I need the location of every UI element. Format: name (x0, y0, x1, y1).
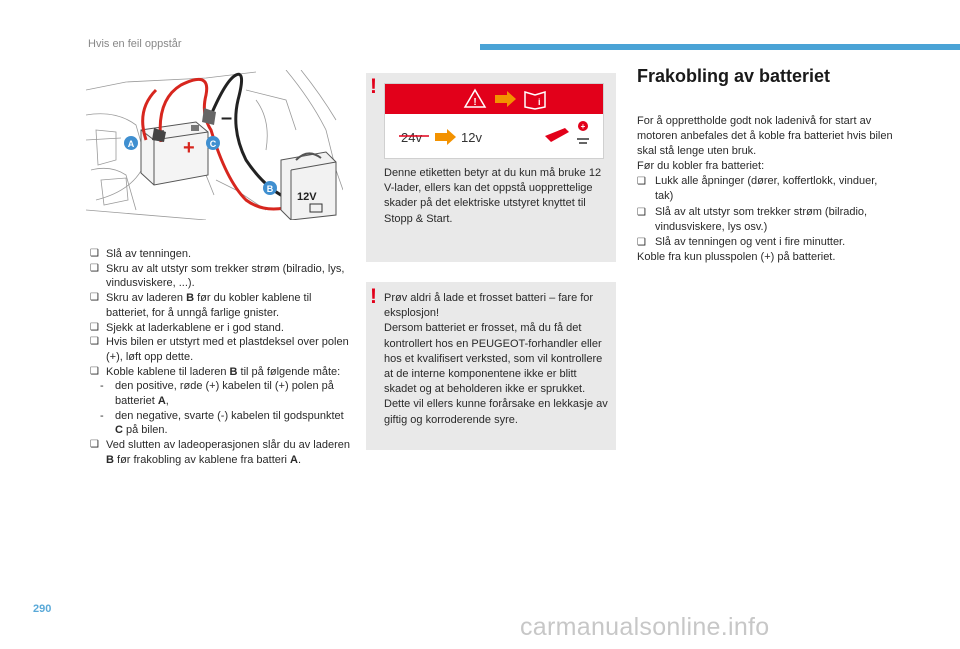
sub-list-item: - den positive, røde (+) kabelen til (+) polen på batteriet A, (100, 380, 334, 408)
list-item: ❑ Sjekk at laderkablene er i god stand. (90, 321, 284, 334)
label-warning-box (366, 73, 616, 262)
warning-text: Prøv aldri å lade et frosset batteri – fare for eksplosjon! Dersom batteriet er frosset, må du få det kontrollert hos en PEUGEOT-forhandler eller hos et kvalifisert verksted, som vil kontrollere at de interne komponentene ikke er blitt skadet og at beholderen ikke er sprukket. Dette vil ellers kunne forårsake en lekkasje av giftig og korroderende syre. (384, 292, 608, 426)
bullet-icon: ❑ (90, 321, 99, 333)
svg-text:+: + (580, 122, 586, 131)
closing-line: Koble fra kun plusspolen (+) på batteriet. (637, 250, 836, 263)
charging-procedure-list (90, 247, 352, 468)
arrow-icon (435, 129, 456, 145)
header-accent-bar (480, 44, 960, 50)
list-item: ❑ Hvis bilen er utstyrt med et plastdeksel over polen (+), løft opp dette. (90, 336, 349, 363)
svg-text:!: ! (473, 97, 477, 108)
battery-charging-illustration (86, 70, 343, 220)
minus-sign: – (221, 107, 233, 129)
bullet-icon: ❑ (90, 365, 99, 377)
callout-c: C (209, 139, 217, 149)
warning-text: Denne etiketten betyr at du kun må bruke 12 V-lader, ellers kan det oppstå uopprettelige skader på det elektriske utstyret knyttet til Stopp & Start. (384, 167, 602, 225)
running-header: Hvis en feil oppstår (88, 38, 182, 50)
list-item: ❑ Slå av alt utstyr som trekker strøm (bilradio, vindusviskere, lys osv.) (637, 205, 868, 233)
list-item: ❑ Skru av alt utstyr som trekker strøm (bilradio, lys, vindusviskere, ...). (90, 262, 345, 290)
warning-exclamation-icon: ! (370, 75, 377, 98)
callout-a: A (127, 139, 135, 149)
bullet-icon: ❑ (637, 206, 646, 218)
bullet-icon: ❑ (90, 262, 99, 274)
charger-box (281, 152, 336, 220)
intro-paragraph: For å opprettholde godt nok ladenivå for start av motoren anbefales det å koble fra batteriet hvis bilen skal stå lenge uten bruk. (637, 115, 893, 158)
disconnect-instructions (637, 114, 897, 265)
page-number: 290 (33, 603, 52, 615)
list-item: ❑ Koble kablene til laderen B til på følgende måte: (90, 365, 341, 378)
battery-shape (141, 122, 208, 185)
voltage-label-image (384, 83, 604, 159)
bullet-icon: ❑ (637, 176, 646, 188)
bullet-icon: ❑ (90, 248, 99, 259)
callout-b: B (266, 184, 274, 194)
svg-text:i: i (538, 97, 541, 107)
lead-line: Før du kobler fra batteriet: (637, 160, 765, 173)
list-item: ❑ Lukk alle åpninger (dører, koffertlokk, vinduer, tak) (637, 175, 878, 203)
charger-label: 12V (297, 191, 317, 203)
plus-sign: + (183, 137, 195, 159)
watermark-text: carmanualsonline.info (520, 613, 770, 641)
section-heading: Frakobling av batteriet (637, 66, 831, 86)
warning-exclamation-icon: ! (370, 285, 377, 308)
list-item: ❑ Slå av tenningen og vent i fire minutter. (637, 235, 897, 250)
to-voltage: 12v (461, 130, 482, 145)
charger-clamp-icon (545, 128, 569, 142)
bullet-icon: ❑ (90, 336, 99, 348)
frozen-battery-warning-box (366, 282, 616, 450)
sub-list-item: - den negative, svarte (-) kabelen til godspunktet C på bilen. (100, 409, 344, 437)
bullet-icon: ❑ (637, 236, 646, 248)
list-item: ❑ Skru av laderen B før du kobler kablene til batteriet, for å unngå farlige gnister. (90, 292, 312, 319)
bullet-icon: ❑ (90, 439, 99, 451)
list-item: ❑ Ved slutten av ladeoperasjonen slår du av laderen B før frakobling av kablene fra batteri A. (90, 439, 351, 466)
bullet-icon: ❑ (90, 292, 99, 304)
from-voltage: 24v (401, 130, 422, 145)
list-item: ❑ Slå av tenningen. (90, 248, 192, 260)
